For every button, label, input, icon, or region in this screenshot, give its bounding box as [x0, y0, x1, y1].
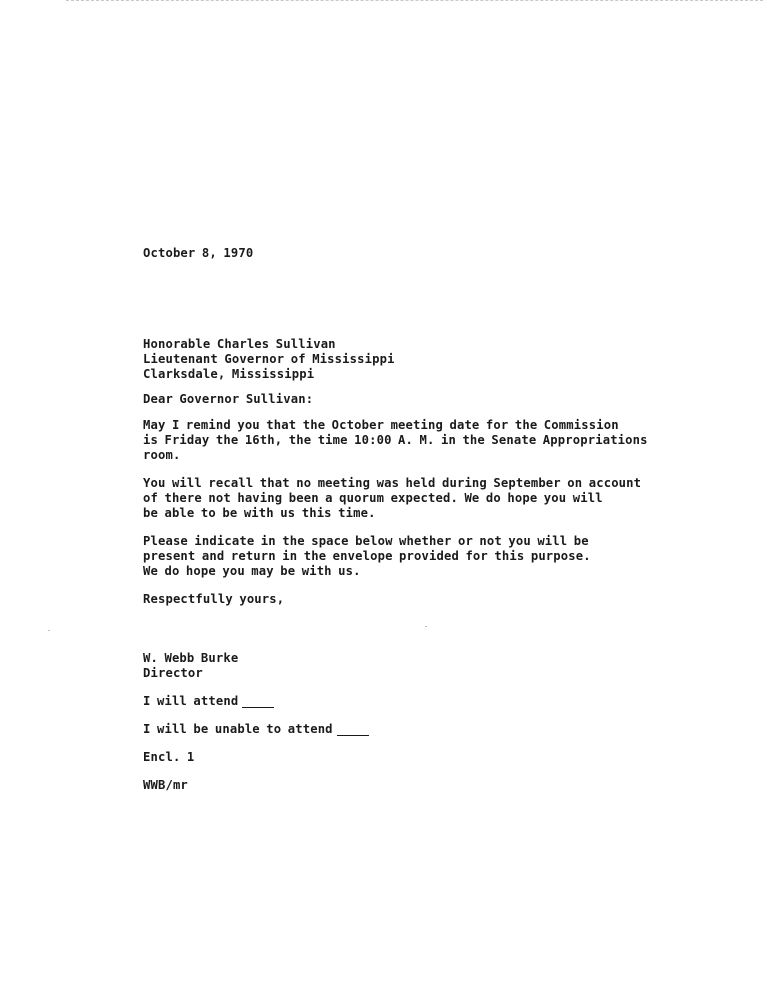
paragraph-meeting-date: May I remind you that the October meeting date for the Commission is Friday the 16th, the time 10:00 A. M. in the Senate Appropriations room.: [143, 418, 648, 462]
recipient-name: Honorable Charles Sullivan: [143, 337, 336, 351]
signer-title: Director: [143, 666, 203, 680]
recipient-location: Clarksdale, Mississippi: [143, 367, 315, 381]
signature-block: [143, 651, 703, 681]
rsvp-attend-blank[interactable]: [242, 706, 274, 708]
top-edge-rule: [66, 0, 763, 1]
salutation: Dear Governor Sullivan:: [143, 392, 314, 406]
closing: Respectfully yours,: [143, 592, 285, 606]
paragraph-no-quorum: You will recall that no meeting was held during September on account of there not having been a quorum expected. We do hope you will be able to be with us this time.: [143, 476, 642, 520]
rsvp-unable-line: [143, 722, 703, 737]
rsvp-attend-label: I will attend: [143, 694, 239, 708]
recipient-title: Lieutenant Governor of Mississippi: [143, 352, 395, 366]
recipient-address: [143, 337, 703, 382]
rsvp-unable-blank[interactable]: [337, 734, 369, 736]
signer-name: W. Webb Burke: [143, 651, 239, 665]
rsvp-unable-label: I will be unable to attend: [143, 722, 333, 736]
reference-initials: WWB/mr: [143, 778, 188, 792]
paragraph-rsvp-request: Please indicate in the space below whether or not you will be present and return in the envelope provided for this purpose. We do hope you may be with us.: [143, 534, 591, 578]
letter-body: [143, 246, 703, 793]
rsvp-attend-line: [143, 694, 703, 709]
enclosure-note: Encl. 1: [143, 750, 195, 764]
scan-speck: [48, 630, 50, 631]
letter-date: October 8, 1970: [143, 246, 254, 260]
